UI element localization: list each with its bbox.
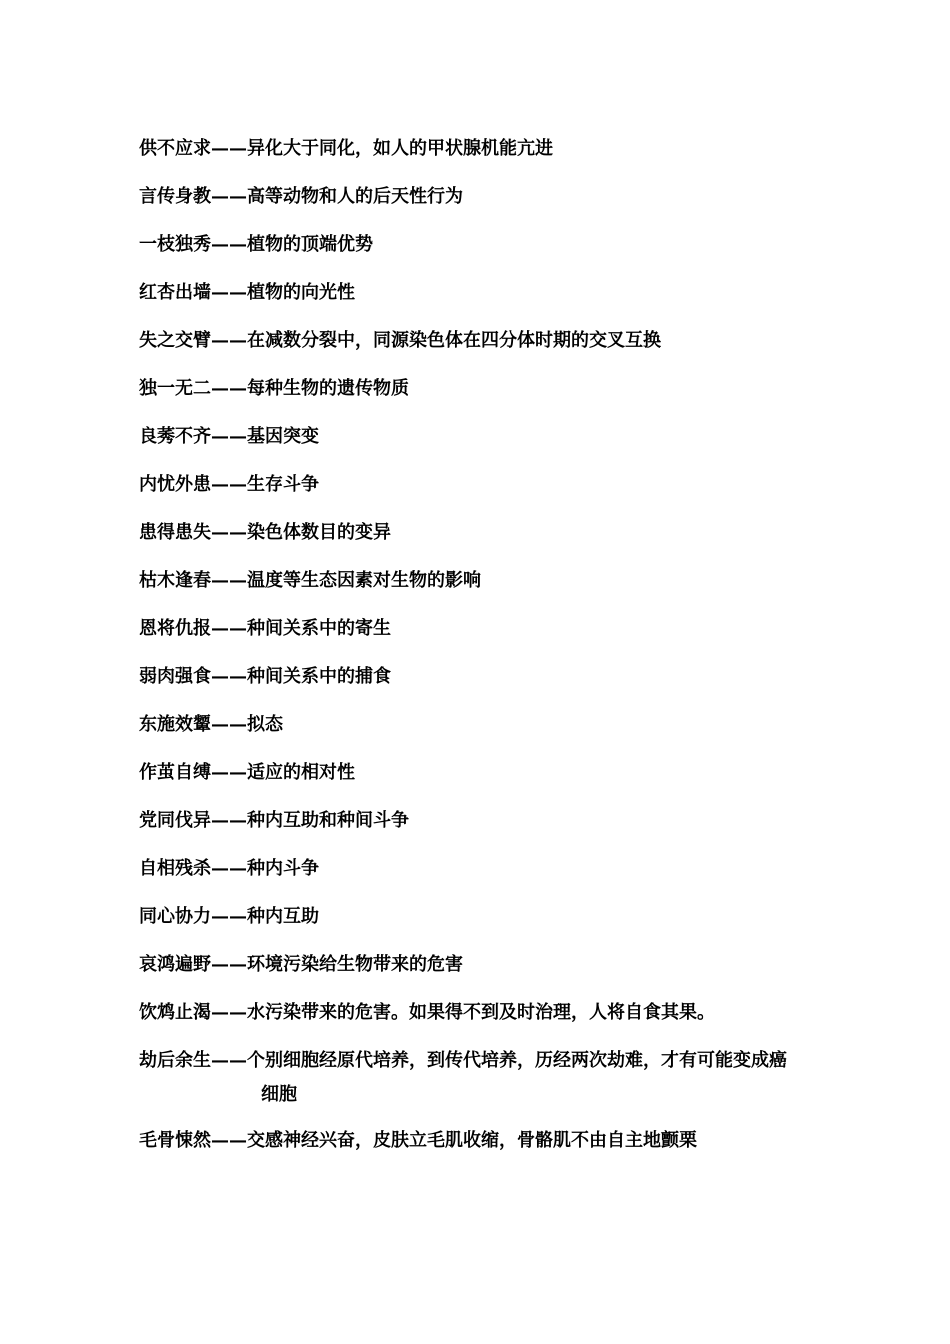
idiom-term: 良莠不齐 <box>139 426 211 447</box>
idiom-term: 红杏出墙 <box>139 282 211 303</box>
idiom-list <box>139 132 829 1172</box>
idiom-meaning: 植物的向光性 <box>247 282 355 303</box>
dash-separator: —— <box>211 954 247 975</box>
list-item <box>139 372 829 420</box>
dash-separator: —— <box>211 282 247 303</box>
idiom-meaning-continuation: 细胞 <box>261 1084 297 1105</box>
idiom-term: 内忧外患 <box>139 474 211 495</box>
idiom-term: 失之交臂 <box>139 330 211 351</box>
dash-separator: —— <box>211 618 247 639</box>
list-item <box>139 852 829 900</box>
idiom-term: 同心协力 <box>139 906 211 927</box>
dash-separator: —— <box>211 762 247 783</box>
idiom-term: 劫后余生 <box>139 1050 211 1071</box>
list-item <box>139 756 829 804</box>
idiom-meaning: 生存斗争 <box>247 474 319 495</box>
idiom-meaning: 水污染带来的危害。如果得不到及时治理，人将自食其果。 <box>247 1002 715 1023</box>
dash-separator: —— <box>211 426 247 447</box>
dash-separator: —— <box>211 1130 247 1151</box>
idiom-meaning: 染色体数目的变异 <box>247 522 391 543</box>
idiom-term: 独一无二 <box>139 378 211 399</box>
list-item <box>139 276 829 324</box>
idiom-meaning: 每种生物的遗传物质 <box>247 378 409 399</box>
idiom-meaning: 种间关系中的捕食 <box>247 666 391 687</box>
dash-separator: —— <box>211 810 247 831</box>
idiom-term: 言传身教 <box>139 186 211 207</box>
list-item <box>139 1124 829 1172</box>
list-item <box>139 324 829 372</box>
idiom-term: 党同伐异 <box>139 810 211 831</box>
dash-separator: —— <box>211 858 247 879</box>
idiom-meaning: 种内斗争 <box>247 858 319 879</box>
dash-separator: —— <box>211 906 247 927</box>
dash-separator: —— <box>211 714 247 735</box>
list-item <box>139 228 829 276</box>
idiom-term: 自相残杀 <box>139 858 211 879</box>
dash-separator: —— <box>211 138 247 159</box>
dash-separator: —— <box>211 1050 247 1071</box>
idiom-meaning: 植物的顶端优势 <box>247 234 373 255</box>
idiom-term: 哀鸿遍野 <box>139 954 211 975</box>
idiom-term: 恩将仇报 <box>139 618 211 639</box>
list-item <box>139 468 829 516</box>
idiom-meaning: 拟态 <box>247 714 283 735</box>
idiom-meaning: 在减数分裂中，同源染色体在四分体时期的交叉互换 <box>247 330 661 351</box>
dash-separator: —— <box>211 522 247 543</box>
list-item <box>139 708 829 756</box>
idiom-meaning: 异化大于同化，如人的甲状腺机能亢进 <box>247 138 553 159</box>
idiom-meaning: 个别细胞经原代培养，到传代培养，历经两次劫难，才有可能变成癌 <box>247 1050 787 1071</box>
idiom-term: 毛骨悚然 <box>139 1130 211 1151</box>
list-item <box>139 660 829 708</box>
idiom-meaning: 环境污染给生物带来的危害 <box>247 954 463 975</box>
dash-separator: —— <box>211 234 247 255</box>
list-item <box>139 180 829 228</box>
idiom-meaning: 高等动物和人的后天性行为 <box>247 186 463 207</box>
idiom-term: 弱肉强食 <box>139 666 211 687</box>
dash-separator: —— <box>211 666 247 687</box>
idiom-term: 一枝独秀 <box>139 234 211 255</box>
idiom-term: 患得患失 <box>139 522 211 543</box>
idiom-meaning: 种内互助和种间斗争 <box>247 810 409 831</box>
dash-separator: —— <box>211 186 247 207</box>
dash-separator: —— <box>211 330 247 351</box>
list-item <box>139 804 829 852</box>
list-item <box>139 612 829 660</box>
idiom-meaning: 种间关系中的寄生 <box>247 618 391 639</box>
list-item <box>139 564 829 612</box>
idiom-meaning: 交感神经兴奋，皮肤立毛肌收缩，骨骼肌不由自主地颤栗 <box>247 1130 697 1151</box>
idiom-term: 供不应求 <box>139 138 211 159</box>
idiom-term: 作茧自缚 <box>139 762 211 783</box>
dash-separator: —— <box>211 570 247 591</box>
list-item <box>139 900 829 948</box>
idiom-term: 饮鸩止渴 <box>139 1002 211 1023</box>
idiom-term: 东施效颦 <box>139 714 211 735</box>
list-item <box>139 516 829 564</box>
idiom-meaning: 温度等生态因素对生物的影响 <box>247 570 481 591</box>
list-item <box>139 1044 829 1124</box>
dash-separator: —— <box>211 1002 247 1023</box>
list-item <box>139 132 829 180</box>
idiom-meaning: 基因突变 <box>247 426 319 447</box>
dash-separator: —— <box>211 378 247 399</box>
idiom-meaning: 种内互助 <box>247 906 319 927</box>
list-item <box>139 948 829 996</box>
list-item <box>139 996 829 1044</box>
idiom-meaning: 适应的相对性 <box>247 762 355 783</box>
list-item <box>139 420 829 468</box>
dash-separator: —— <box>211 474 247 495</box>
idiom-term: 枯木逢春 <box>139 570 211 591</box>
